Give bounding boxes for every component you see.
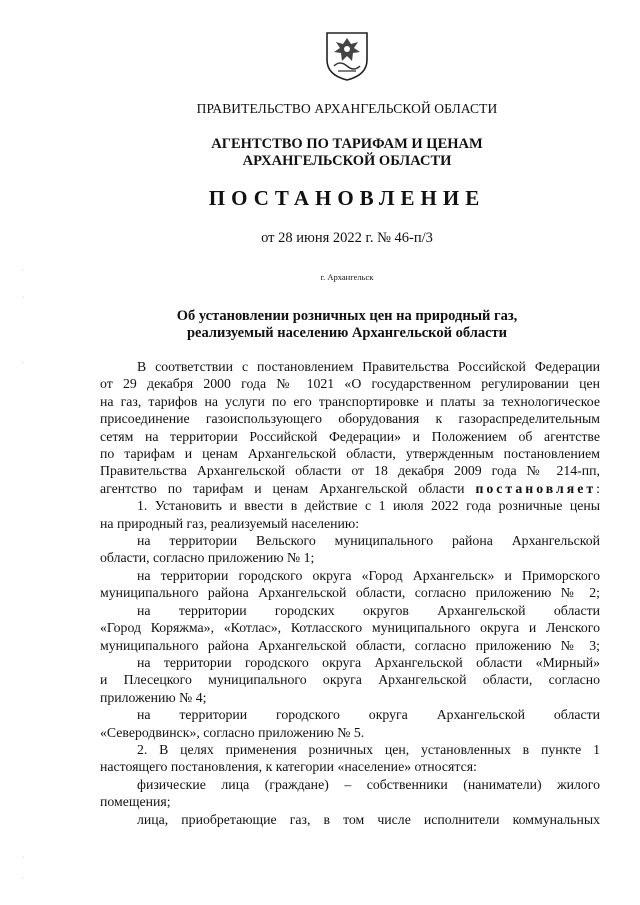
body-line: муниципального района Архангельской области, согласно приложению № 2; bbox=[100, 585, 600, 601]
body-line: присоединение газоиспользующего оборудования к газораспределительным bbox=[100, 411, 600, 427]
body-line: по тарифам и ценам Архангельской области, утвержденным постановлением bbox=[100, 446, 600, 462]
title-line1: Об установлении розничных цен на природный газ, bbox=[176, 308, 518, 324]
resolves-word: постановляет bbox=[475, 480, 597, 496]
body-line: на территории Вельского муниципального района Архангельской bbox=[137, 533, 600, 549]
body-line: на газ, тарифов на услуги по его транспортировке и платы за технологическое bbox=[100, 393, 600, 409]
date-number: от 28 июня 2022 г. № 46-п/3 bbox=[261, 230, 433, 246]
document-type: ПОСТАНОВЛЕНИЕ bbox=[208, 186, 486, 210]
scan-mark: · bbox=[22, 295, 24, 301]
body-line: «Город Коряжма», «Котлас», Котласского муниципального округа и Ленского bbox=[100, 620, 600, 636]
body-line: области, согласно приложению № 1; bbox=[100, 550, 315, 566]
body-line: на территории городского округа Архангельской области «Мирный» bbox=[137, 654, 600, 670]
scan-mark: · bbox=[22, 360, 24, 366]
scan-mark: · bbox=[22, 876, 24, 882]
body-line: и Плесецкого муниципального округа Архангельской области, согласно bbox=[100, 672, 600, 688]
body-line: физические лица (граждане) – собственники (наниматели) жилого bbox=[137, 776, 600, 792]
body-line: настоящего постановления, к категории «население» относятся: bbox=[100, 759, 477, 775]
body-line: 1. Установить и ввести в действие с 1 июля 2022 года розничные цены bbox=[137, 498, 600, 514]
agency-name-line2: АРХАНГЕЛЬСКОЙ ОБЛАСТИ bbox=[242, 153, 452, 169]
body-line: В соответствии с постановлением Правительства Российской Федерации bbox=[137, 359, 600, 374]
agency-name bbox=[27, 136, 640, 170]
government-name: ПРАВИТЕЛЬСТВО АРХАНГЕЛЬСКОЙ ОБЛАСТИ bbox=[196, 101, 498, 116]
document-title bbox=[27, 308, 640, 342]
body-line: от 29 декабря 2000 года № 1021 «О государственном регулировании цен bbox=[100, 376, 600, 392]
document-body bbox=[100, 358, 600, 828]
scan-mark: · bbox=[22, 268, 24, 274]
city: г. Архангельск bbox=[320, 272, 374, 282]
body-text: агентство по тарифам и ценам Архангельской области bbox=[100, 480, 465, 496]
body-line: на природный газ, реализуемый населению: bbox=[100, 515, 360, 531]
body-line bbox=[100, 480, 600, 497]
body-text: : bbox=[596, 480, 600, 496]
body-line: на территории городских округов Архангельской области bbox=[137, 602, 600, 618]
body-line: приложению № 4; bbox=[100, 689, 207, 705]
title-line2: реализуемый населению Архангельской области bbox=[186, 325, 508, 341]
body-line: на территории городского округа «Город Архангельск» и Приморского bbox=[137, 567, 600, 583]
body-line: Правительства Архангельской области от 18 декабря 2009 года № 214-пп, bbox=[100, 463, 600, 479]
agency-name-line1: АГЕНТСТВО ПО ТАРИФАМ И ЦЕНАМ bbox=[211, 136, 483, 152]
body-line: муниципального района Архангельской области, согласно приложению № 3; bbox=[100, 637, 600, 653]
body-line: помещения; bbox=[100, 794, 171, 810]
body-line: 2. В целях применения розничных цен, установленных в пункте 1 bbox=[137, 741, 600, 757]
body-line: сетям на территории Российской Федерации» и Положением об агентстве bbox=[100, 428, 600, 444]
scan-mark: · bbox=[22, 855, 24, 861]
body-line: на территории городского округа Архангельской области bbox=[137, 707, 600, 723]
body-line: «Северодвинск», согласно приложению № 5. bbox=[100, 724, 365, 740]
body-line: лица, приобретающие газ, в том числе исполнители коммунальных bbox=[137, 811, 600, 827]
coat-of-arms-icon bbox=[324, 30, 370, 82]
